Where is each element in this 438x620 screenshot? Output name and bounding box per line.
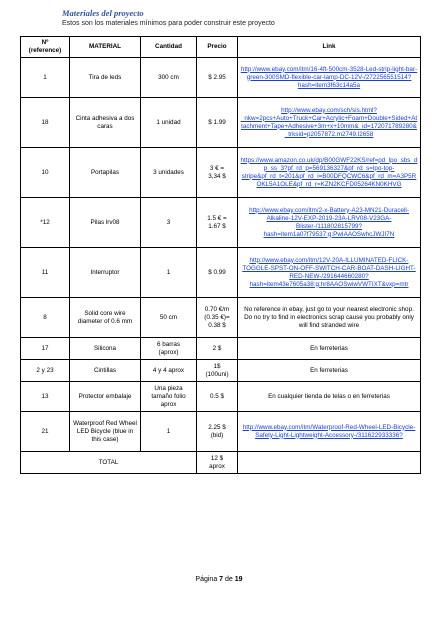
column-header-link: Link [238,37,421,58]
footer-separator: de [223,576,235,583]
product-link[interactable]: http://www.ebay.com/itm/Waterproof-Red-Wheel-LED-Bicycle-Safety-Light-Lightweight-Accessory-/311622933336? [242,423,416,439]
cell-reference: 17 [21,338,70,360]
cell-reference: *12 [21,198,70,248]
cell-link [238,248,421,298]
column-header-precio: Precio [197,37,238,58]
cell-precio: $ 2.95 [197,58,238,98]
column-header-material: MATERIAL [70,37,141,58]
cell-precio: 1$ (100uni) [197,360,238,382]
table-row [21,360,421,382]
cell-precio: 0.70 €/m (0.35 €)= 0.38 $ [197,298,238,338]
cell-material: Portapilas [70,148,141,198]
footer-page-number: 7 [219,576,224,583]
cell-material: Tira de leds [70,58,141,98]
total-empty-cell [238,452,421,474]
cell-cantidad: 300 cm [141,58,197,98]
cell-reference: 18 [21,98,70,148]
product-link[interactable]: http://www.ebay.com/itm/12V-20A-ILLUMINATED-FLICK-TOGGLE-SPST-ON-OFF-SWITCH-CAR-BOAT-DASH-LIGHT-RED-NEW-/291644660280?hash=item43e7605a38:g:hr8AAOSwiwVWTIXT&vxp=mtr [242,256,416,288]
total-label: TOTAL [21,452,197,474]
cell-note: En ferreterias [238,360,421,382]
table-row [21,412,421,452]
cell-material: Protector embalaje [70,382,141,412]
cell-cantidad: 1 [141,248,197,298]
page-footer [0,576,438,583]
cell-precio: 2 $ [197,338,238,360]
product-link[interactable]: https://www.amazon.co.uk/dp/B00GWF22KS/ref=pd_lpo_sbs_dp_ss_3?pf_rd_p=569136327&pf_rd_s=lpo-top-stripe&pf_rd_t=201&pf_rd_i=B00DFQCWC6&pf_rd_m=A3P5ROKL5A1OLE&pf_rd_r=KZN2KCFD05264KN0KHVG [240,156,418,188]
cell-link [238,148,421,198]
cell-cantidad: 6 barras (aprox) [141,338,197,360]
cell-reference: 10 [21,148,70,198]
cell-cantidad: 3 [141,198,197,248]
cell-material: Waterproof Red Wheel LED Bicycle (blue in this case) [70,412,141,452]
table-row [21,58,421,98]
cell-cantidad: 3 unidades [141,148,197,198]
table-row [21,248,421,298]
cell-material: Silicona [70,338,141,360]
cell-reference: 21 [21,412,70,452]
cell-material: Cintillas [70,360,141,382]
cell-cantidad: 1 unidad [141,98,197,148]
product-link[interactable]: http://www.ebay.com/sch/sis.html?_nkw=2pcs+Auto+Truck+Car+Acrylic+Foam+Double+Sided+Attachment+Tape+Adhesive+3m+x+10mm&_id=172071789280&_trksid=p2057872.m2749.l2658 [240,106,418,138]
cell-cantidad: 1 [141,412,197,452]
cell-precio: $ 1.99 [197,98,238,148]
table-row [21,338,421,360]
table-row [21,98,421,148]
cell-material: Pilas lrv08 [70,198,141,248]
cell-reference: 2 y 23 [21,360,70,382]
footer-prefix: Página [195,576,220,583]
cell-link [238,58,421,98]
cell-cantidad: 4 y 4 aprox [141,360,197,382]
table-row [21,298,421,338]
total-row [21,452,421,474]
column-header-ref: Nº (reference) [21,37,70,58]
section-title: Materiales del proyecto [62,8,144,18]
cell-link [238,412,421,452]
cell-material: Solid core wire diameter of 0.6 mm [70,298,141,338]
cell-precio: 3 € = 3,34 $ [197,148,238,198]
cell-precio: 1.5 € = 1.67 $ [197,198,238,248]
total-value: 12 $ aprox [197,452,238,474]
section-subtitle: Estos son los materiales mínimos para poder construir este proyecto [62,20,275,27]
cell-precio: $ 0.99 [197,248,238,298]
cell-cantidad: Una pieza tamaño folio aprox [141,382,197,412]
cell-note: En cualquier tienda de telas o en ferreterias [238,382,421,412]
product-link[interactable]: http://www.ebay.com/itm/2-x-Battery-A23-MN21-Duracell-Alkaline-12V-EXP-2019-23A-LRV08-V23GA-Blister-/111802815799?hash=item1a07f79537:g:PwIAAOSwhcJWJI7N [249,206,409,238]
cell-reference: 8 [21,298,70,338]
table-row [21,148,421,198]
cell-note: No reference in ebay, just go to your nearest electronic shop. Do no try to find in electronics scrap cause you probably only will find stranded wire [238,298,421,338]
cell-link [238,98,421,148]
cell-material: Cinta adhesiva a dos caras [70,98,141,148]
cell-reference: 11 [21,248,70,298]
table-row [21,382,421,412]
product-link[interactable]: http://www.ebay.com/itm/16-4ft-500cm-3528-Led-strip-light-bar-green-300SMD-flexible-car-lamp-DC-12V-/272256551514?hash=item3f63c14a5a [240,65,418,89]
cell-reference: 1 [21,58,70,98]
cell-material: Interruptor [70,248,141,298]
cell-precio: 2.25 $ (bid) [197,412,238,452]
cell-precio: 0.5 $ [197,382,238,412]
cell-note: En ferreterias [238,338,421,360]
materials-table [20,36,421,474]
column-header-cantidad: Cantidad [141,37,197,58]
table-header-row [21,37,421,58]
cell-cantidad: 50 cm [141,298,197,338]
footer-total-pages: 19 [234,576,243,583]
cell-link [238,198,421,248]
cell-reference: 13 [21,382,70,412]
table-row [21,198,421,248]
